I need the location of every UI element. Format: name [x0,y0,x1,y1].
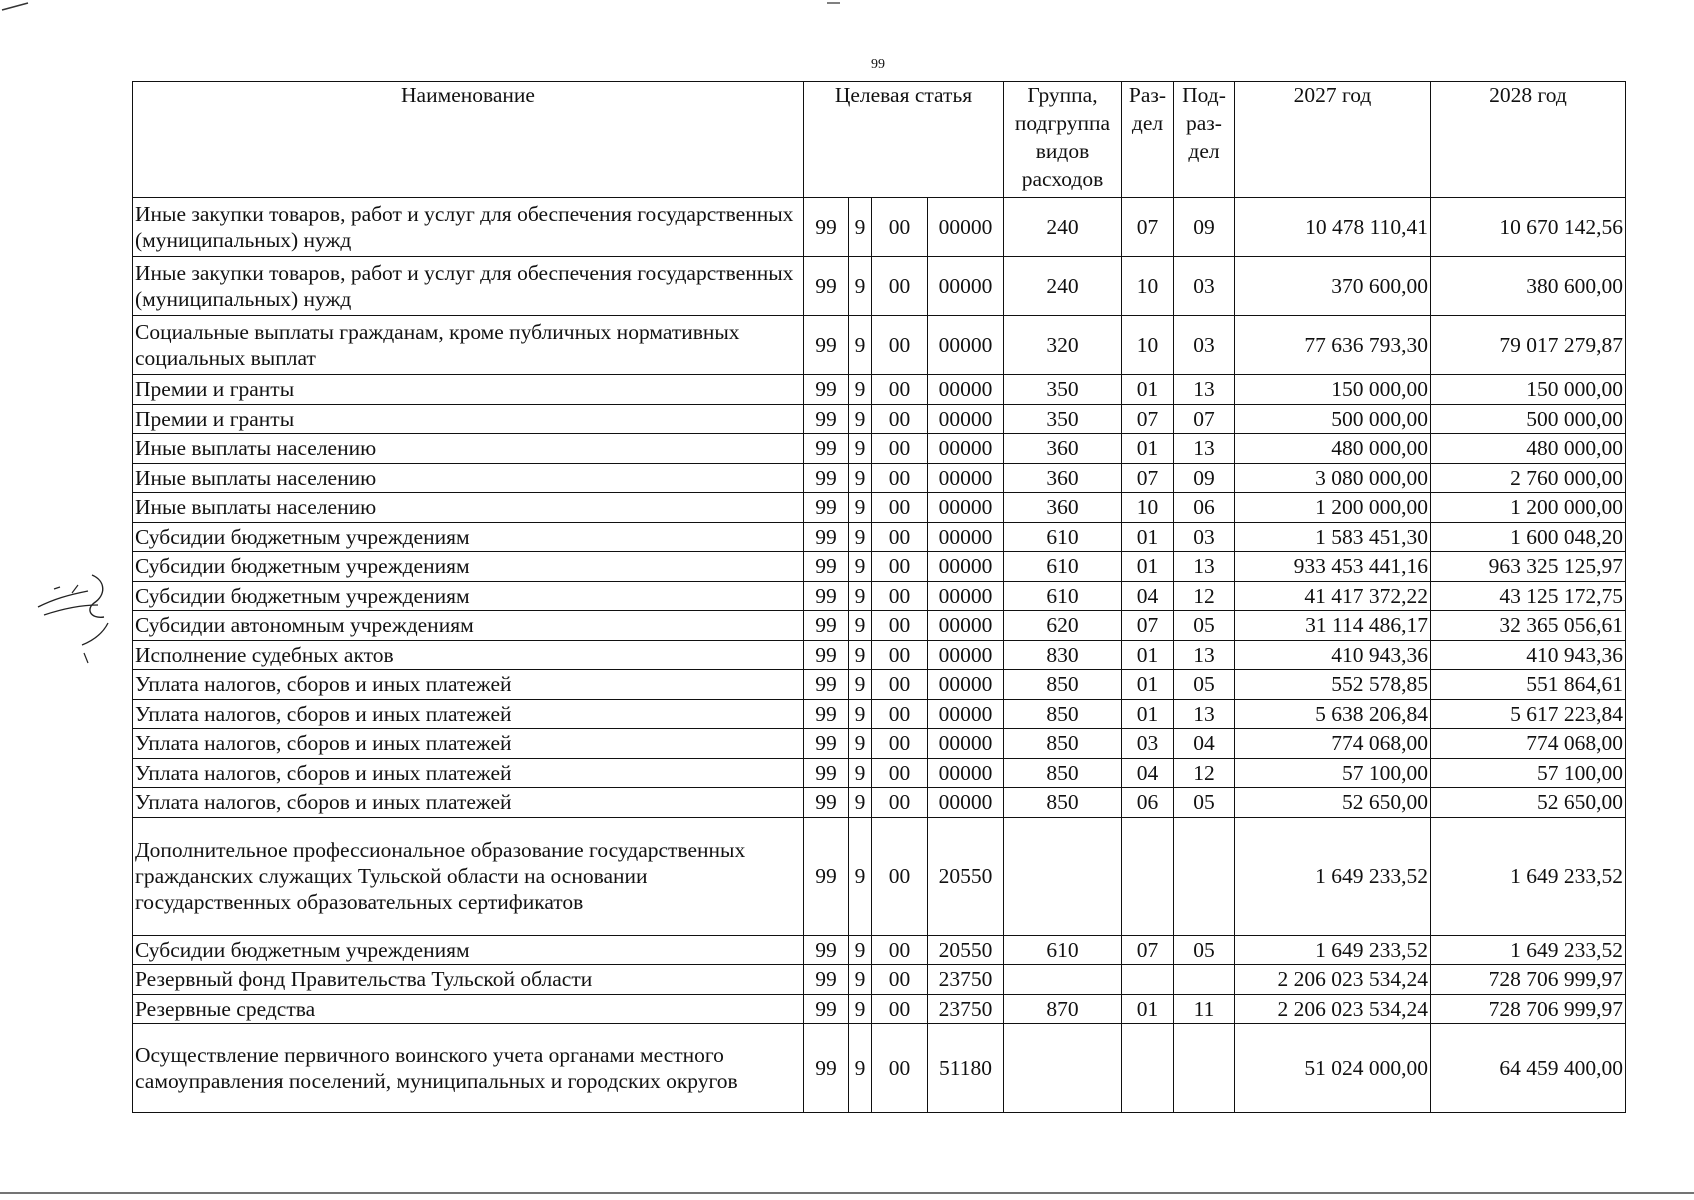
row-subsection: 13 [1174,552,1235,582]
table-row [133,640,1626,670]
row-code-expense: 20550 [928,935,1004,965]
row-code-subprogram: 9 [849,552,872,582]
row-code-expense: 00000 [928,670,1004,700]
table-row [133,404,1626,434]
row-code-program: 99 [804,729,849,759]
row-name: Социальные выплаты гражданам, кроме публичных нормативных социальных выплат [133,316,804,375]
row-code-program: 99 [804,375,849,405]
table-row [133,670,1626,700]
row-group: 620 [1004,611,1122,641]
row-amount-2027: 1 649 233,52 [1235,935,1431,965]
row-amount-2028: 728 706 999,97 [1431,994,1626,1024]
table-row [133,581,1626,611]
header-2027: 2027 год [1235,82,1431,198]
row-group: 360 [1004,493,1122,523]
row-group [1004,965,1122,995]
row-subsection: 05 [1174,935,1235,965]
row-amount-2028: 32 365 056,61 [1431,611,1626,641]
row-code-program: 99 [804,463,849,493]
row-code-subprogram: 9 [849,581,872,611]
row-code-program: 99 [804,404,849,434]
row-code-expense: 00000 [928,788,1004,818]
row-code-expense: 00000 [928,522,1004,552]
row-code-expense: 00000 [928,758,1004,788]
row-name: Осуществление первичного воинского учета органами местного самоуправления поселений, муниципальных и городских округов [133,1024,804,1113]
row-code-expense: 00000 [928,729,1004,759]
row-section: 07 [1122,404,1174,434]
row-code-expense: 23750 [928,965,1004,995]
row-amount-2027: 933 453 441,16 [1235,552,1431,582]
row-amount-2028: 500 000,00 [1431,404,1626,434]
row-amount-2028: 380 600,00 [1431,257,1626,316]
row-subsection: 06 [1174,493,1235,523]
row-code-program: 99 [804,611,849,641]
row-code-subprogram: 9 [849,375,872,405]
row-group [1004,817,1122,935]
row-subsection: 13 [1174,699,1235,729]
row-code-program: 99 [804,581,849,611]
row-code-subprogram: 9 [849,404,872,434]
row-amount-2027: 500 000,00 [1235,404,1431,434]
row-code-program: 99 [804,434,849,464]
row-section: 03 [1122,729,1174,759]
row-code-subprogram: 9 [849,965,872,995]
row-amount-2027: 552 578,85 [1235,670,1431,700]
table-row [133,316,1626,375]
row-code-subprogram: 9 [849,817,872,935]
table-body [133,198,1626,1113]
row-code-program: 99 [804,257,849,316]
row-amount-2027: 1 649 233,52 [1235,817,1431,935]
row-subsection: 05 [1174,611,1235,641]
row-section [1122,1024,1174,1113]
page-number: 99 [871,57,885,72]
row-code-direction: 00 [872,611,928,641]
row-code-program: 99 [804,965,849,995]
header-name: Наименование [133,82,804,198]
header-2028: 2028 год [1431,82,1626,198]
row-code-subprogram: 9 [849,1024,872,1113]
row-amount-2027: 2 206 023 534,24 [1235,965,1431,995]
row-code-direction: 00 [872,434,928,464]
row-amount-2027: 370 600,00 [1235,257,1431,316]
row-code-direction: 00 [872,493,928,523]
row-code-direction: 00 [872,198,928,257]
row-amount-2028: 2 760 000,00 [1431,463,1626,493]
row-group: 610 [1004,522,1122,552]
row-code-subprogram: 9 [849,758,872,788]
row-amount-2027: 774 068,00 [1235,729,1431,759]
row-section: 01 [1122,670,1174,700]
row-code-subprogram: 9 [849,640,872,670]
row-section: 01 [1122,522,1174,552]
row-name: Премии и гранты [133,375,804,405]
row-group: 320 [1004,316,1122,375]
row-code-program: 99 [804,316,849,375]
row-name: Уплата налогов, сборов и иных платежей [133,729,804,759]
row-amount-2027: 52 650,00 [1235,788,1431,818]
row-subsection: 13 [1174,375,1235,405]
row-amount-2028: 1 200 000,00 [1431,493,1626,523]
row-subsection [1174,965,1235,995]
row-amount-2028: 1 649 233,52 [1431,817,1626,935]
row-code-program: 99 [804,552,849,582]
row-code-program: 99 [804,817,849,935]
row-group [1004,1024,1122,1113]
row-amount-2028: 774 068,00 [1431,729,1626,759]
row-amount-2027: 2 206 023 534,24 [1235,994,1431,1024]
row-section: 06 [1122,788,1174,818]
table-row [133,375,1626,405]
row-code-subprogram: 9 [849,316,872,375]
row-code-expense: 00000 [928,404,1004,434]
row-code-direction: 00 [872,935,928,965]
row-amount-2027: 480 000,00 [1235,434,1431,464]
row-section: 01 [1122,375,1174,405]
row-group: 850 [1004,699,1122,729]
scan-bottom-line [0,1190,1694,1196]
row-code-expense: 00000 [928,552,1004,582]
row-section [1122,817,1174,935]
row-amount-2027: 1 583 451,30 [1235,522,1431,552]
row-amount-2028: 963 325 125,97 [1431,552,1626,582]
table-row [133,198,1626,257]
row-amount-2028: 551 864,61 [1431,670,1626,700]
row-section: 07 [1122,198,1174,257]
row-code-subprogram: 9 [849,493,872,523]
row-section: 07 [1122,611,1174,641]
row-code-subprogram: 9 [849,788,872,818]
row-code-expense: 00000 [928,493,1004,523]
row-code-expense: 00000 [928,581,1004,611]
table-row [133,935,1626,965]
row-section: 10 [1122,493,1174,523]
row-subsection: 04 [1174,729,1235,759]
table-row [133,817,1626,935]
table-row [133,522,1626,552]
row-code-expense: 23750 [928,994,1004,1024]
row-section: 01 [1122,434,1174,464]
row-section: 10 [1122,316,1174,375]
row-amount-2028: 52 650,00 [1431,788,1626,818]
row-code-subprogram: 9 [849,198,872,257]
handwritten-signature-mark [32,565,118,665]
budget-table [132,81,1626,1113]
row-amount-2028: 728 706 999,97 [1431,965,1626,995]
row-group: 350 [1004,375,1122,405]
row-name: Резервный фонд Правительства Тульской области [133,965,804,995]
row-code-expense: 00000 [928,699,1004,729]
row-name: Премии и гранты [133,404,804,434]
row-group: 360 [1004,434,1122,464]
row-code-expense: 00000 [928,434,1004,464]
row-code-expense: 51180 [928,1024,1004,1113]
row-code-expense: 20550 [928,817,1004,935]
row-amount-2027: 150 000,00 [1235,375,1431,405]
row-amount-2027: 410 943,36 [1235,640,1431,670]
row-name: Уплата налогов, сборов и иных платежей [133,670,804,700]
row-subsection: 09 [1174,198,1235,257]
row-code-subprogram: 9 [849,994,872,1024]
row-code-direction: 00 [872,699,928,729]
scan-top-dash [826,0,842,6]
row-section: 04 [1122,758,1174,788]
row-subsection: 05 [1174,670,1235,700]
row-code-direction: 00 [872,758,928,788]
row-code-program: 99 [804,493,849,523]
row-code-expense: 00000 [928,198,1004,257]
row-subsection [1174,817,1235,935]
row-section: 07 [1122,935,1174,965]
row-code-program: 99 [804,788,849,818]
row-code-subprogram: 9 [849,611,872,641]
row-name: Субсидии бюджетным учреждениям [133,552,804,582]
header-subsection: Под- раз- дел [1174,82,1235,198]
row-code-expense: 00000 [928,463,1004,493]
table-row [133,552,1626,582]
row-subsection: 09 [1174,463,1235,493]
table-row [133,493,1626,523]
row-section [1122,965,1174,995]
row-amount-2028: 480 000,00 [1431,434,1626,464]
row-amount-2028: 43 125 172,75 [1431,581,1626,611]
row-group: 240 [1004,257,1122,316]
row-code-program: 99 [804,522,849,552]
row-amount-2027: 1 200 000,00 [1235,493,1431,523]
table-row [133,257,1626,316]
row-code-subprogram: 9 [849,699,872,729]
row-name: Субсидии автономным учреждениям [133,611,804,641]
row-code-direction: 00 [872,965,928,995]
table-row [133,965,1626,995]
row-amount-2028: 5 617 223,84 [1431,699,1626,729]
row-subsection: 11 [1174,994,1235,1024]
row-code-direction: 00 [872,640,928,670]
row-code-program: 99 [804,670,849,700]
row-group: 350 [1004,404,1122,434]
row-code-direction: 00 [872,788,928,818]
row-section: 01 [1122,552,1174,582]
row-subsection: 13 [1174,640,1235,670]
row-code-subprogram: 9 [849,670,872,700]
row-name: Уплата налогов, сборов и иных платежей [133,788,804,818]
table-row [133,434,1626,464]
table-row [133,611,1626,641]
row-amount-2027: 77 636 793,30 [1235,316,1431,375]
header-group: Группа, подгруппа видов расходов [1004,82,1122,198]
row-code-program: 99 [804,1024,849,1113]
row-subsection: 05 [1174,788,1235,818]
row-name: Субсидии бюджетным учреждениям [133,935,804,965]
row-amount-2027: 10 478 110,41 [1235,198,1431,257]
row-code-expense: 00000 [928,375,1004,405]
table-row [133,758,1626,788]
row-name: Иные выплаты населению [133,434,804,464]
row-group: 850 [1004,729,1122,759]
row-group: 850 [1004,758,1122,788]
row-name: Иные выплаты населению [133,463,804,493]
row-subsection: 03 [1174,257,1235,316]
row-section: 04 [1122,581,1174,611]
row-code-subprogram: 9 [849,729,872,759]
scan-corner-mark [0,0,40,14]
row-amount-2028: 57 100,00 [1431,758,1626,788]
row-code-expense: 00000 [928,316,1004,375]
row-code-program: 99 [804,198,849,257]
row-section: 10 [1122,257,1174,316]
row-section: 01 [1122,699,1174,729]
row-code-program: 99 [804,640,849,670]
row-name: Иные закупки товаров, работ и услуг для обеспечения государственных (муниципальных) нужд [133,257,804,316]
row-group: 850 [1004,670,1122,700]
row-section: 01 [1122,994,1174,1024]
header-target-article: Целевая статья [804,82,1004,198]
row-amount-2027: 5 638 206,84 [1235,699,1431,729]
row-subsection: 12 [1174,581,1235,611]
row-amount-2027: 31 114 486,17 [1235,611,1431,641]
row-subsection: 07 [1174,404,1235,434]
row-code-direction: 00 [872,1024,928,1113]
row-group: 610 [1004,581,1122,611]
row-code-direction: 00 [872,316,928,375]
row-name: Субсидии бюджетным учреждениям [133,522,804,552]
row-code-subprogram: 9 [849,434,872,464]
row-amount-2028: 1 649 233,52 [1431,935,1626,965]
row-name: Иные выплаты населению [133,493,804,523]
row-subsection: 03 [1174,316,1235,375]
row-code-direction: 00 [872,375,928,405]
row-code-subprogram: 9 [849,257,872,316]
row-code-program: 99 [804,994,849,1024]
row-name: Исполнение судебных актов [133,640,804,670]
row-subsection [1174,1024,1235,1113]
table-row [133,729,1626,759]
row-name: Иные закупки товаров, работ и услуг для обеспечения государственных (муниципальных) нужд [133,198,804,257]
header-section: Раз- дел [1122,82,1174,198]
row-code-expense: 00000 [928,640,1004,670]
row-group: 610 [1004,552,1122,582]
row-code-subprogram: 9 [849,522,872,552]
row-amount-2028: 10 670 142,56 [1431,198,1626,257]
row-amount-2028: 64 459 400,00 [1431,1024,1626,1113]
row-code-program: 99 [804,935,849,965]
row-code-direction: 00 [872,404,928,434]
row-name: Уплата налогов, сборов и иных платежей [133,758,804,788]
row-amount-2028: 410 943,36 [1431,640,1626,670]
row-name: Субсидии бюджетным учреждениям [133,581,804,611]
row-subsection: 03 [1174,522,1235,552]
table-row [133,463,1626,493]
row-code-subprogram: 9 [849,463,872,493]
row-amount-2027: 57 100,00 [1235,758,1431,788]
table-row [133,788,1626,818]
row-code-direction: 00 [872,729,928,759]
row-section: 01 [1122,640,1174,670]
row-amount-2027: 3 080 000,00 [1235,463,1431,493]
row-code-direction: 00 [872,670,928,700]
row-code-direction: 00 [872,257,928,316]
row-code-direction: 00 [872,552,928,582]
row-code-expense: 00000 [928,611,1004,641]
row-subsection: 12 [1174,758,1235,788]
row-group: 870 [1004,994,1122,1024]
row-amount-2028: 1 600 048,20 [1431,522,1626,552]
table-header [133,82,1626,198]
row-code-direction: 00 [872,994,928,1024]
row-code-subprogram: 9 [849,935,872,965]
row-amount-2028: 79 017 279,87 [1431,316,1626,375]
row-group: 240 [1004,198,1122,257]
row-code-direction: 00 [872,463,928,493]
row-group: 360 [1004,463,1122,493]
row-group: 830 [1004,640,1122,670]
row-name: Дополнительное профессиональное образование государственных гражданских служащих Тульской области на основании государственных образовательных сертификатов [133,817,804,935]
row-name: Уплата налогов, сборов и иных платежей [133,699,804,729]
table-row [133,1024,1626,1113]
row-amount-2027: 41 417 372,22 [1235,581,1431,611]
row-code-program: 99 [804,699,849,729]
row-code-direction: 00 [872,817,928,935]
row-subsection: 13 [1174,434,1235,464]
row-group: 850 [1004,788,1122,818]
table-row [133,994,1626,1024]
row-amount-2028: 150 000,00 [1431,375,1626,405]
row-section: 07 [1122,463,1174,493]
row-group: 610 [1004,935,1122,965]
row-code-direction: 00 [872,581,928,611]
row-code-direction: 00 [872,522,928,552]
row-amount-2027: 51 024 000,00 [1235,1024,1431,1113]
row-code-program: 99 [804,758,849,788]
table-row [133,699,1626,729]
row-code-expense: 00000 [928,257,1004,316]
row-name: Резервные средства [133,994,804,1024]
